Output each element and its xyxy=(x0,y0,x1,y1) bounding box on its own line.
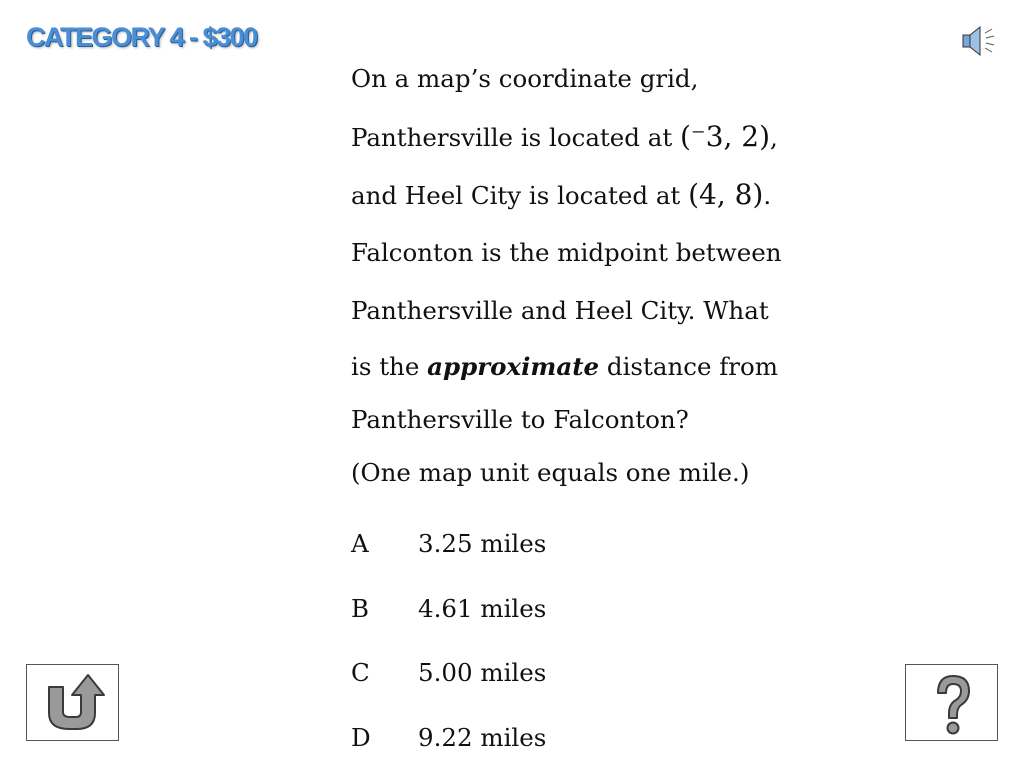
answer-text: 9.22 miles xyxy=(418,722,547,752)
answer-choice-c[interactable] xyxy=(351,641,751,706)
u-turn-arrow-icon xyxy=(27,665,120,742)
question-line: Panthersville to Falconton? xyxy=(351,405,689,434)
answer-text: 4.61 miles xyxy=(418,593,547,623)
question-line: On a map’s coordinate grid, xyxy=(351,64,699,93)
help-button[interactable] xyxy=(905,664,998,741)
answer-choices xyxy=(351,512,751,768)
question-line: is the approximate distance from xyxy=(351,352,779,381)
answer-choice-b[interactable] xyxy=(351,577,751,642)
answer-letter: C xyxy=(351,658,370,687)
question-line: (One map unit equals one mile.) xyxy=(351,458,750,487)
question-line: Panthersville and Heel City. What xyxy=(351,296,769,325)
answer-letter: D xyxy=(351,722,371,752)
answer-letter: A xyxy=(351,529,369,558)
speaker-icon[interactable] xyxy=(960,24,1000,58)
answer-choice-d[interactable] xyxy=(351,706,751,768)
answer-text: 3.25 miles xyxy=(418,529,547,558)
answer-letter: B xyxy=(351,593,370,623)
question-line: Falconton is the midpoint between xyxy=(351,238,782,267)
question-mark-icon xyxy=(906,665,999,742)
answer-choice-a[interactable] xyxy=(351,512,751,577)
emphasis-word: approximate xyxy=(427,352,600,381)
answer-text: 5.00 miles xyxy=(418,658,547,687)
category-title: CATEGORY 4 - $300 xyxy=(26,22,257,52)
heel-city-coordinate: (4, 8) xyxy=(688,178,764,211)
back-button[interactable] xyxy=(26,664,119,741)
question-line: and Heel City is located at (4, 8). xyxy=(351,178,772,211)
panthersville-coordinate: (⁻3, 2) xyxy=(679,120,771,153)
question-line: Panthersville is located at (⁻3, 2), xyxy=(351,120,778,153)
question-text xyxy=(351,50,911,499)
